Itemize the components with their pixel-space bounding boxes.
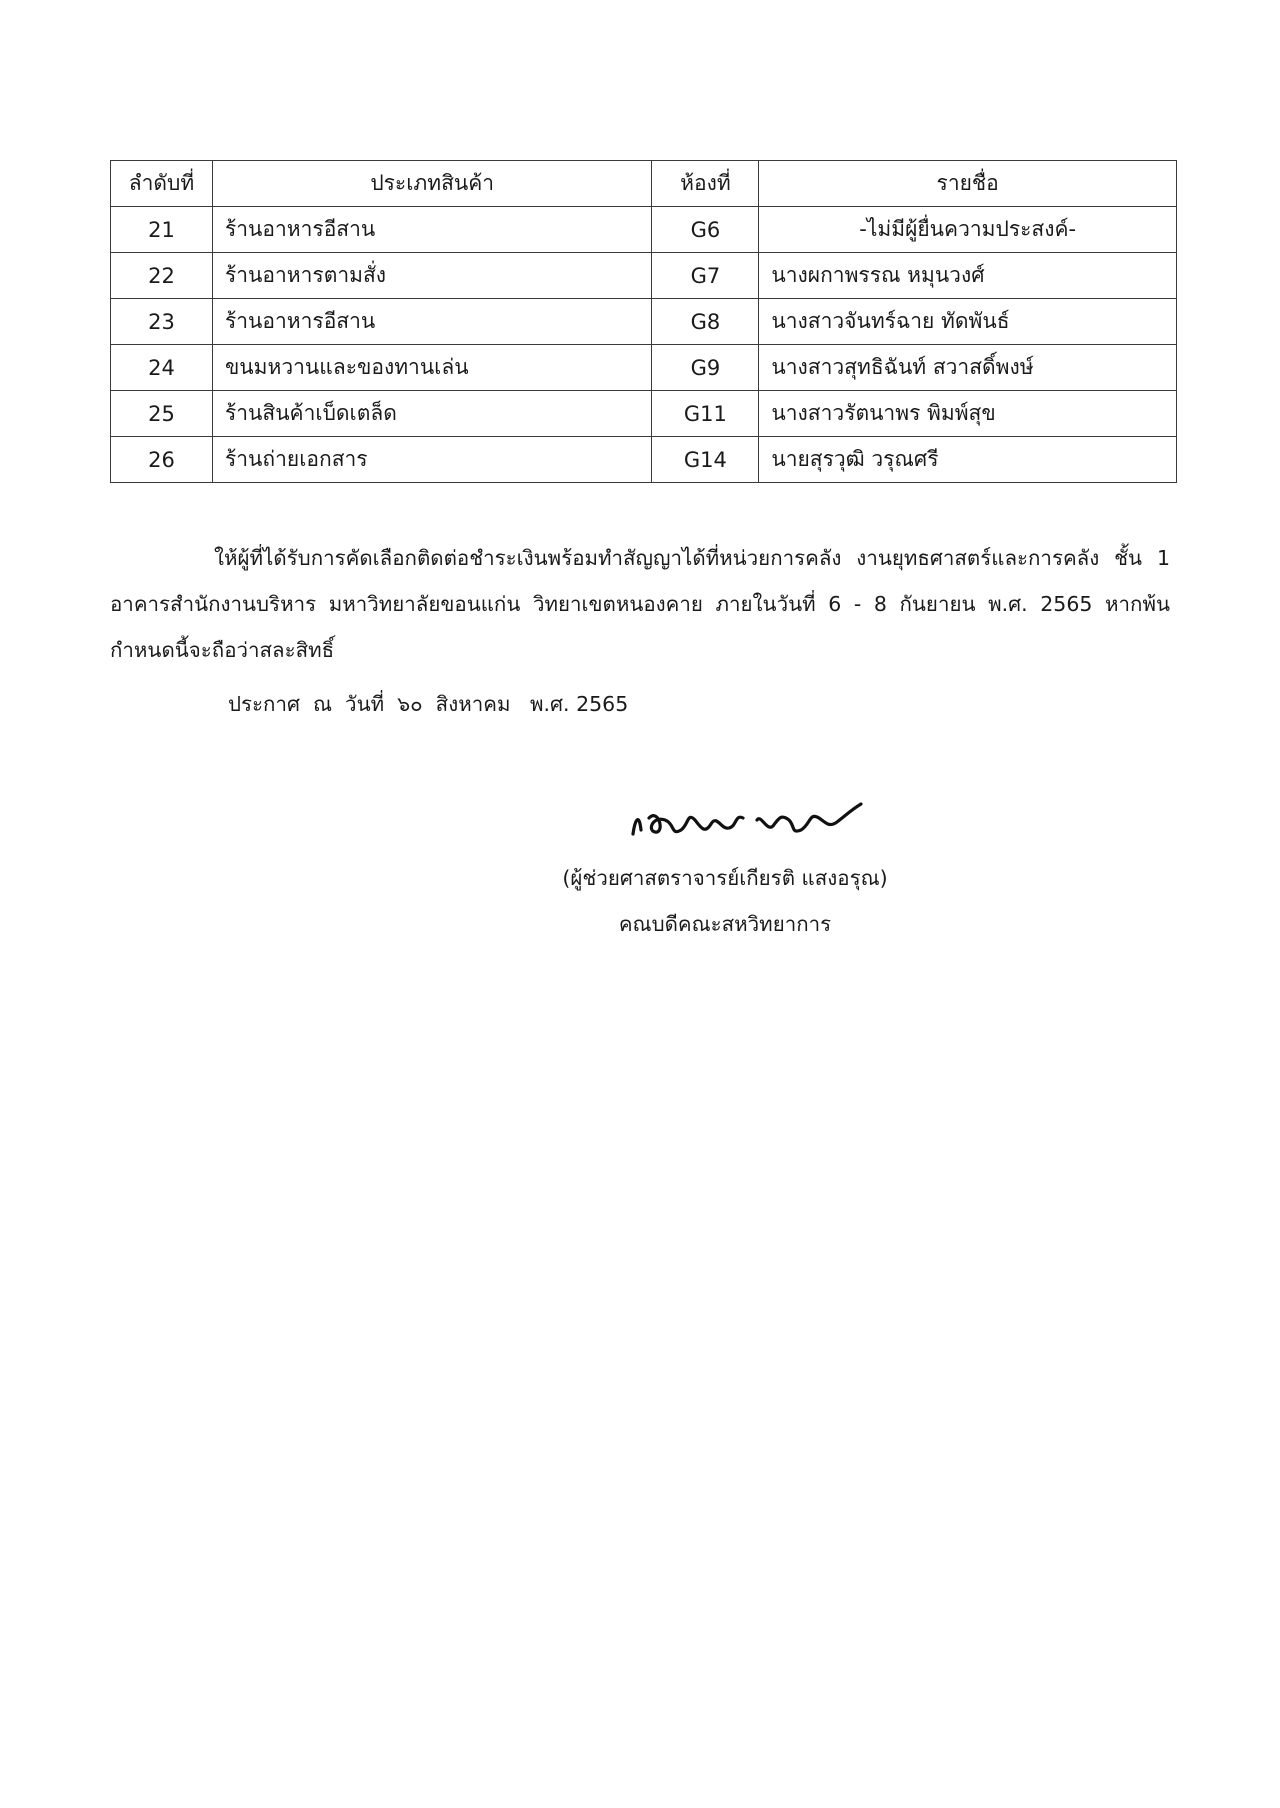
table-row [111, 299, 1177, 345]
row-number: 23 [111, 299, 213, 345]
table-header-row [111, 161, 1177, 207]
row-room: G6 [652, 207, 759, 253]
row-name: นางสาวจันทร์ฉาย ทัดพันธ์ [759, 299, 1177, 345]
row-product-type: ร้านอาหารอีสาน [212, 299, 652, 345]
row-name: นางสาวสุทธิฉันท์ สวาสดิ์พงษ์ [759, 345, 1177, 391]
row-number: 21 [111, 207, 213, 253]
header-room: ห้องที่ [652, 161, 759, 207]
row-room: G7 [652, 253, 759, 299]
row-product-type: ร้านอาหารอีสาน [212, 207, 652, 253]
row-number: 22 [111, 253, 213, 299]
row-name: นางผกาพรรณ หมุนวงศ์ [759, 253, 1177, 299]
row-room: G8 [652, 299, 759, 345]
header-product-type: ประเภทสินค้า [212, 161, 652, 207]
row-name: -ไม่มีผู้ยื่นความประสงค์- [759, 207, 1177, 253]
notice-paragraph: ให้ผู้ที่ได้รับการคัดเลือกติดต่อชำระเงินพร้อมทำสัญญาได้ที่หน่วยการคลัง งานยุทธศาสตร์และการคลัง ชั้น 1 อาคารสำนักงานบริหาร มหาวิทยาลัยขอนแก่น วิทยาเขตหนองคาย ภายในวันที่ 6 - 8 กันยายน พ.ศ. 2565 หากพ้นกำหนดนี้จะถือว่าสละสิทธิ์ [110, 546, 1170, 662]
row-number: 24 [111, 345, 213, 391]
row-product-type: ร้านถ่ายเอกสาร [212, 437, 652, 483]
row-room: G14 [652, 437, 759, 483]
row-product-type: ขนมหวานและของทานเล่น [212, 345, 652, 391]
table-row [111, 253, 1177, 299]
table-row [111, 207, 1177, 253]
table-row [111, 437, 1177, 483]
row-name: นางสาวรัตนาพร พิมพ์สุข [759, 391, 1177, 437]
table-row [111, 391, 1177, 437]
table-row [111, 345, 1177, 391]
signer-name: (ผู้ช่วยศาสตราจารย์เกียรติ แสงอรุณ) [562, 866, 888, 890]
header-number: ลำดับที่ [111, 161, 213, 207]
row-name: นายสุรวุฒิ วรุณศรี [759, 437, 1177, 483]
row-room: G9 [652, 345, 759, 391]
shop-assignment-table [110, 160, 1177, 483]
row-product-type: ร้านสินค้าเบ็ดเตล็ด [212, 391, 652, 437]
row-room: G11 [652, 391, 759, 437]
header-name: รายชื่อ [759, 161, 1177, 207]
row-number: 26 [111, 437, 213, 483]
row-number: 25 [111, 391, 213, 437]
signer-position: คณบดีคณะสหวิทยาการ [618, 912, 832, 936]
row-product-type: ร้านอาหารตามสั่ง [212, 253, 652, 299]
handwritten-signature [625, 790, 865, 850]
announcement-date: ประกาศ ณ วันที่ ๖๐ สิงหาคม พ.ศ. 2565 [228, 692, 629, 716]
